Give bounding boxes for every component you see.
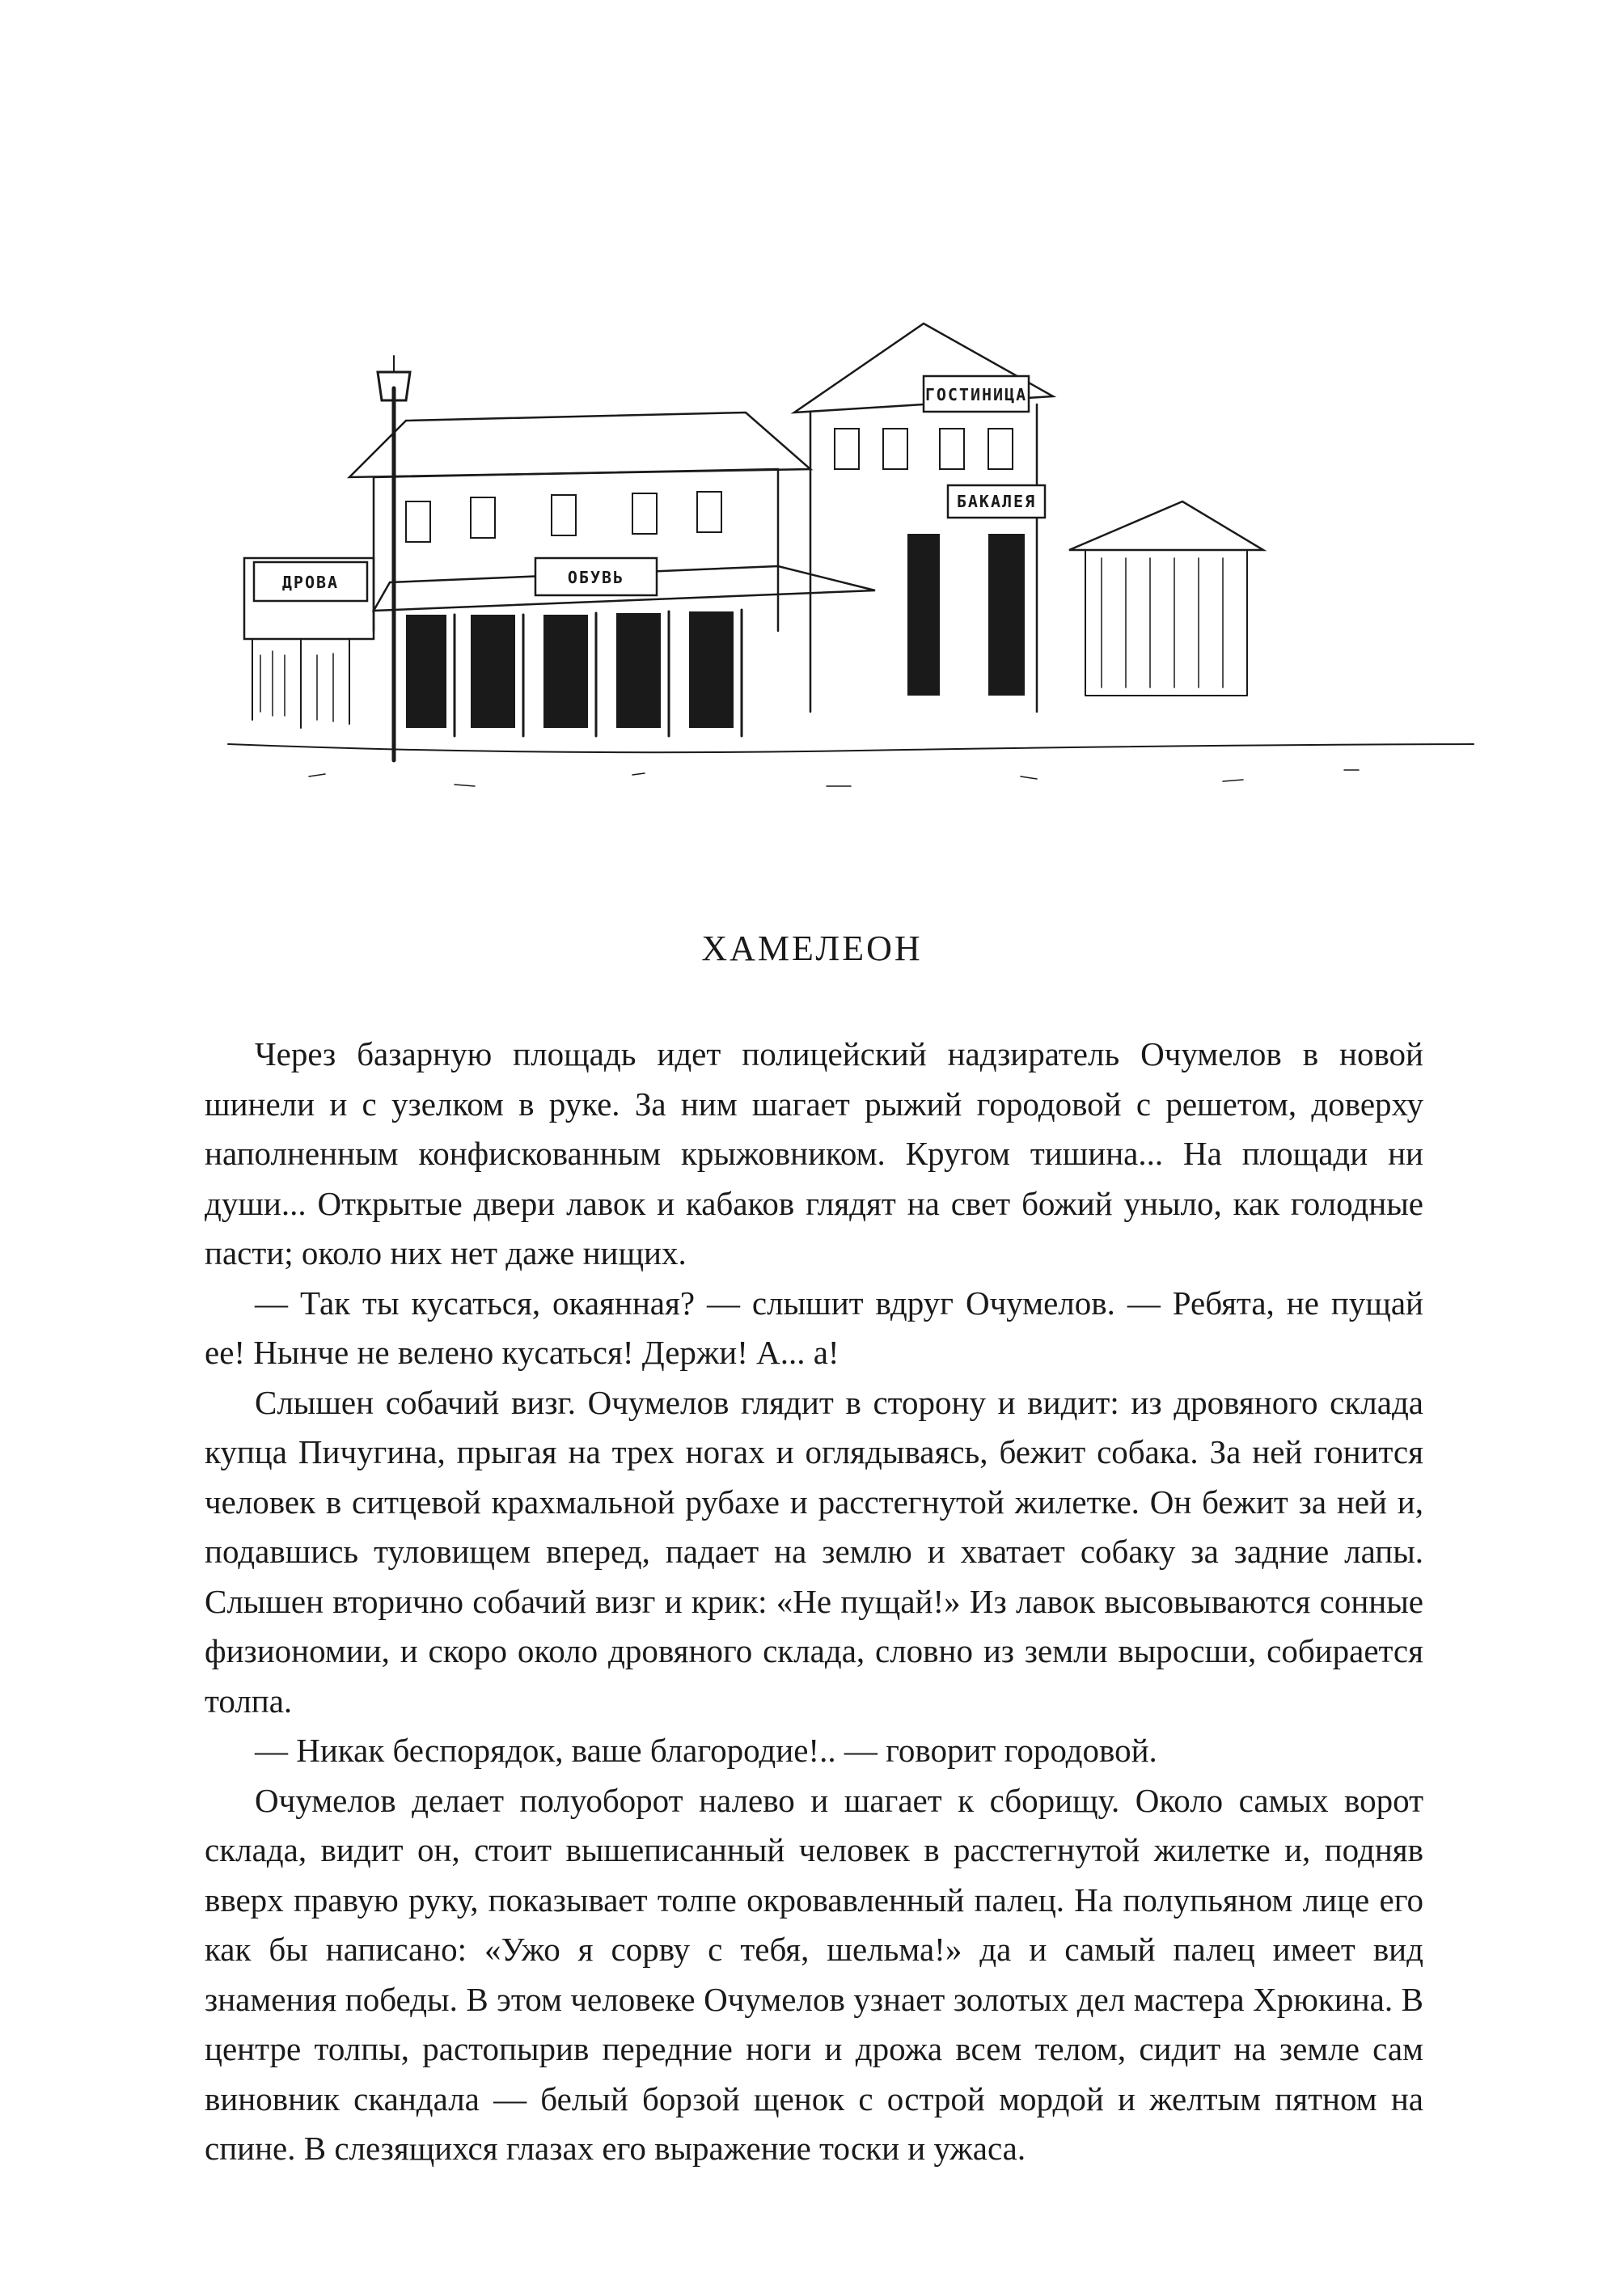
hotel-building xyxy=(794,324,1053,712)
market-sketch xyxy=(212,291,1490,809)
hotel-doorways xyxy=(907,534,1025,696)
right-shed xyxy=(1069,501,1263,696)
shoes-sign: ОБУВЬ xyxy=(567,568,625,587)
firewood-sign: ДРОВА xyxy=(281,573,340,592)
ground-strokes xyxy=(309,770,1359,786)
firewood-shed xyxy=(244,558,374,728)
lamp-post xyxy=(378,356,410,760)
paragraph: Слышен собачий визг. Очумелов глядит в сторону и видит: из дровяного склада купца Пичугина, прыгая на трех ногах и оглядываясь, бежит собака. За ней гонится человек в ситцевой крахмальной рубахе и расстегнутой жилетке. Он бежит за ней и, подавшись туловищем вперед, падает на землю и хватает собаку за задние лапы. Слышен вторично собачий визг и крик: «Не пущай!» Из лавок высовываются сонные физиономии, и скоро около дровяного склада, словно из земли выросши, собирается толпа. xyxy=(205,1383,1423,1720)
story-text xyxy=(205,1030,1423,2174)
market-square-illustration xyxy=(212,291,1490,809)
paragraph: — Никак беспорядок, ваше благородие!.. — говорит городовой. xyxy=(255,1732,1157,1769)
paragraph: — Так ты кусаться, окаянная? — слышит вдруг Очумелов. — Ребята, не пущай ее! Нынче не велено кусаться! Держи! А... а! xyxy=(205,1284,1423,1371)
paragraph: Очумелов делает полуоборот налево и шагает к сборищу. Около самых ворот склада, видит он, стоит вышеписанный человек в расстегнутой жилетке и, подняв вверх правую руку, показывает толпе окровавленный палец. На полупьяном лице его как бы написано: «Ужо я сорву с тебя, шельма!» да и самый палец имеет вид знамения победы. В этом человеке Очумелов узнает золотых дел мастера Хрюкина. В центре толпы, растопырив передние ноги и дрожа всем телом, сидит на земле сам виновник скандала — белый борзой щенок с острой мордой и желтым пятном на спине. В слезящихся глазах его выражение тоски и ужаса. xyxy=(205,1781,1423,2167)
main-building xyxy=(349,412,875,736)
hotel-sign: ГОСТИНИЦА xyxy=(924,385,1028,404)
chapter-title: ХАМЕЛЕОН xyxy=(701,929,923,969)
paragraph: Через базарную площадь идет полицейский надзиратель Очумелов в новой шинели и с узелком в руке. За ним шагает рыжий городовой с решетом, доверху наполненным конфискованным крыжовником. Кругом тишина... На площади ни души... Открытые двери лавок и кабаков глядят на свет божий уныло, как голодные пасти; около них нет даже нищих. xyxy=(205,1035,1423,1271)
grocery-sign: БАКАЛЕЯ xyxy=(956,492,1037,511)
ground-line xyxy=(228,744,1474,752)
